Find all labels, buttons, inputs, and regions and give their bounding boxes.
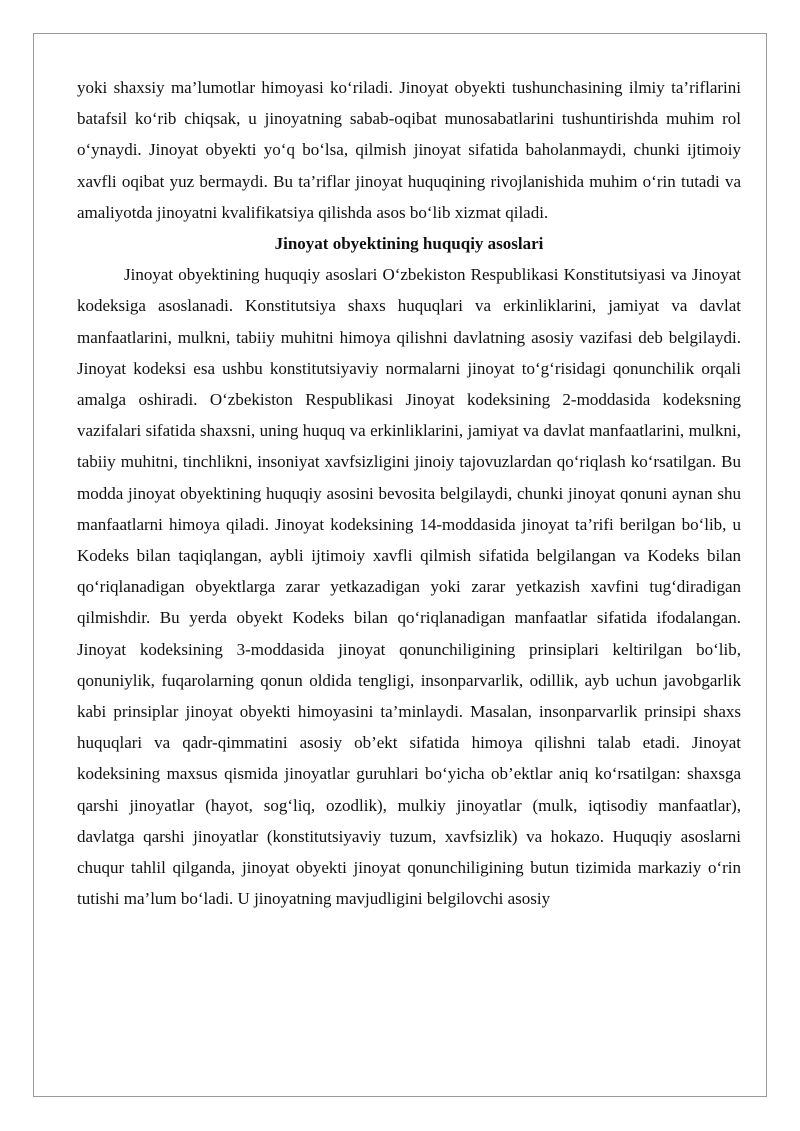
paragraph-continued: yoki shaxsiy ma’lumotlar himoyasi ko‘riladi. Jinoyat obyekti tushunchasining ilmiy ta’riflarini batafsil ko‘rib chiqsak, u jinoyatning sabab-oqibat munosabatlarini tushuntirishda muhim rol o‘ynaydi. Jinoyat obyekti yo‘q bo‘lsa, qilmish jinoyat sifatida baholanmaydi, chunki ijtimoiy xavfli oqibat yuz bermaydi. Bu ta’riflar jinoyat huquqining rivojlanishida muhim o‘rin tutadi va amaliyotda jinoyatni kvalifikatsiya qilishda asos bo‘lib xizmat qiladi.: [77, 78, 741, 222]
section-heading: Jinoyat obyektining huquqiy asoslari: [274, 234, 544, 254]
paragraph-legal-basis: Jinoyat obyektining huquqiy asoslari O‘zbekiston Respublikasi Konstitutsiyasi va Jinoyat kodeksiga asoslanadi. Konstitutsiya shaxs huquqlari va erkinliklarini, jamiyat va davlat manfaatlarini, mulkni, tabiiy muhitni himoya qilishni davlatning asosiy vazifasi deb belgilaydi. Jinoyat kodeksi esa ushbu konstitutsiyaviy normalarni jinoyat to‘g‘risidagi qonunchilik orqali amalga oshiradi. O‘zbekiston Respublikasi Jinoyat kodeksining 2-moddasida kodeksning vazifalari sifatida shaxsni, uning huquq va erkinliklarini, jamiyat va davlat manfaatlarini, mulkni, tabiiy muhitni, tinchlikni, insoniyat xavfsizligini jinoiy tajovuzlardan qo‘riqlash ko‘rsatilgan. Bu modda jinoyat obyektining huquqiy asosini bevosita belgilaydi, chunki jinoyat qonuni aynan shu manfaatlarni himoya qiladi. Jinoyat kodeksining 14-moddasida jinoyat ta’rifi berilgan bo‘lib, u Kodeks bilan taqiqlangan, aybli ijtimoiy xavfli qilmish sifatida belgilangan va Kodeks bilan qo‘riqlanadigan obyektlarga zarar yetkazadigan yoki zarar yetkazish xavfini tug‘diradigan qilmishdir. Bu yerda obyekt Kodeks bilan qo‘riqlanadigan manfaatlar sifatida ifodalangan. Jinoyat kodeksining 3-moddasida jinoyat qonunchiligining prinsiplari keltirilgan bo‘lib, qonuniylik, fuqarolarning qonun oldida tengligi, insonparvarlik, odillik, ayb uchun javobgarlik kabi prinsiplar jinoyat obyekti himoyasini ta’minlaydi. Masalan, insonparvarlik prinsipi shaxs huquqlari va qadr-qimmatini asosiy ob’ekt sifatida himoya qilishni talab etadi. Jinoyat kodeksining maxsus qismida jinoyatlar guruhlari bo‘yicha ob’ektlar aniq ko‘rsatilgan: shaxsga qarshi jinoyatlar (hayot, sog‘liq, ozodlik), mulkiy jinoyatlar (mulk, iqtisodiy manfaatlar), davlatga qarshi jinoyatlar (konstitutsiyaviy tuzum, xavfsizlik) va hokazo. Huquqiy asoslarni chuqur tahlil qilganda, jinoyat obyekti jinoyat qonunchiligining butun tizimida markaziy o‘rin tutishi ma’lum bo‘ladi. U jinoyatning mavjudligini belgilovchi asosiy: [77, 265, 741, 909]
document-body: [77, 72, 741, 914]
